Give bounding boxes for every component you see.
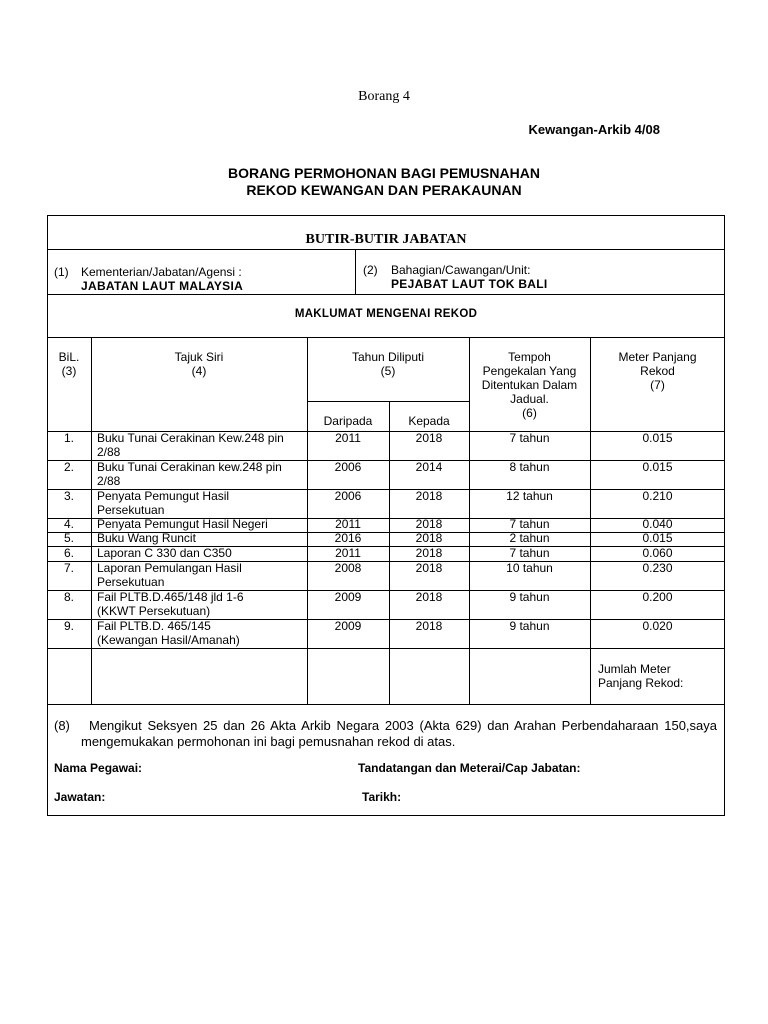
cell-tajuk: Buku Wang Runcit — [97, 531, 196, 545]
field-2-value: PEJABAT LAUT TOK BALI — [391, 277, 548, 291]
cell-meter: 0.020 — [642, 619, 673, 633]
cell-meter: 0.015 — [642, 460, 673, 474]
cell-bil: 3. — [63, 489, 74, 503]
divider — [307, 401, 469, 402]
cell-meter: 0.040 — [642, 517, 673, 531]
cell-tempoh: 2 tahun — [509, 531, 550, 545]
header-kepada: Kepada — [408, 414, 450, 428]
declaration-number: (8) — [54, 718, 70, 733]
header-tempoh-number: (6) — [522, 406, 537, 420]
table-column-line — [91, 337, 92, 704]
cell-kepada: 2018 — [415, 489, 443, 503]
cell-daripada: 2016 — [334, 531, 362, 545]
cell-daripada: 2011 — [335, 546, 361, 560]
header-tempoh-2: Pengekalan Yang — [482, 364, 577, 378]
cell-bil: 6. — [63, 546, 74, 560]
header-meter-number: (7) — [650, 378, 665, 392]
cell-meter: 0.015 — [642, 431, 673, 445]
cell-bil: 7. — [63, 561, 74, 575]
total-label-line-2: Panjang Rekod: — [598, 676, 684, 690]
cell-bil: 4. — [63, 517, 74, 531]
header-bil-number: (3) — [61, 364, 77, 378]
field-1-number: (1) — [54, 265, 69, 279]
cell-tajuk: Penyata Pemungut Hasil — [97, 489, 230, 503]
cell-daripada: 2006 — [334, 460, 362, 474]
cell-tajuk: Laporan C 330 dan C350 — [97, 546, 232, 560]
header-tempoh-4: Jadual. — [510, 392, 549, 406]
cell-tempoh: 8 tahun — [509, 460, 550, 474]
divider — [47, 294, 725, 295]
cell-meter: 0.210 — [642, 489, 673, 503]
cell-meter: 0.200 — [642, 590, 673, 604]
cell-tajuk: Laporan Pemulangan Hasil — [97, 561, 242, 575]
header-bil: BiL. — [58, 350, 80, 364]
cell-kepada: 2018 — [415, 517, 443, 531]
tarikh-label: Tarikh: — [362, 790, 402, 804]
cell-daripada: 2011 — [335, 517, 361, 531]
cell-bil: 9. — [63, 619, 74, 633]
cell-meter: 0.060 — [642, 546, 673, 560]
total-label-line-1: Jumlah Meter — [598, 662, 671, 676]
header-meter-1: Meter Panjang — [618, 350, 697, 364]
cell-tajuk: Penyata Pemungut Hasil Negeri — [97, 517, 268, 531]
reference-code: Kewangan-Arkib 4/08 — [528, 122, 660, 137]
field-1-value: JABATAN LAUT MALAYSIA — [81, 279, 244, 293]
header-tahun-number: (5) — [380, 364, 396, 378]
table-row-line — [47, 648, 725, 649]
header-daripada: Daripada — [323, 414, 373, 428]
divider — [355, 249, 356, 294]
cell-tempoh: 9 tahun — [509, 590, 550, 604]
cell-meter: 0.230 — [642, 561, 673, 575]
cell-daripada: 2006 — [334, 489, 362, 503]
cell-kepada: 2018 — [415, 531, 443, 545]
header-tempoh-3: Ditentukan Dalam — [481, 378, 578, 392]
header-tempoh-1: Tempoh — [508, 350, 551, 364]
cell-kepada: 2018 — [415, 561, 443, 575]
cell-tajuk-cont: (KKWT Persekutuan) — [97, 604, 211, 618]
tandatangan-label: Tandatangan dan Meterai/Cap Jabatan: — [358, 761, 581, 775]
header-meter-2: Rekod — [640, 364, 675, 378]
cell-meter: 0.015 — [642, 531, 673, 545]
cell-tajuk-cont: (Kewangan Hasil/Amanah) — [97, 633, 240, 647]
cell-tempoh: 7 tahun — [509, 517, 550, 531]
cell-tajuk: Fail PLTB.D.465/148 jld 1-6 — [97, 590, 244, 604]
cell-tajuk: Buku Tunai Cerakinan kew.248 pin — [97, 460, 282, 474]
jawatan-label: Jawatan: — [54, 790, 106, 804]
cell-daripada: 2011 — [335, 431, 361, 445]
cell-tempoh: 7 tahun — [509, 546, 550, 560]
form-title-line-2: REKOD KEWANGAN DAN PERAKAUNAN — [246, 182, 522, 198]
header-tajuk: Tajuk Siri — [174, 350, 224, 364]
cell-daripada: 2009 — [334, 619, 362, 633]
cell-kepada: 2014 — [415, 460, 443, 474]
declaration-line-2: mengemukakan permohonan ini bagi pemusnahan rekod di atas. — [81, 734, 456, 749]
cell-bil: 1. — [63, 431, 74, 445]
declaration-line-1: Mengikut Seksyen 25 dan 26 Akta Arkib Negara 2003 (Akta 629) dan Arahan Perbendaharaan 150,saya — [89, 718, 717, 733]
cell-tajuk-cont: 2/88 — [97, 474, 121, 488]
divider — [47, 337, 725, 338]
cell-bil: 5. — [63, 531, 74, 545]
cell-tempoh: 9 tahun — [509, 619, 550, 633]
cell-bil: 8. — [63, 590, 74, 604]
cell-daripada: 2008 — [334, 561, 362, 575]
cell-kepada: 2018 — [415, 590, 443, 604]
divider — [47, 249, 725, 250]
cell-tempoh: 10 tahun — [506, 561, 553, 575]
cell-tajuk-cont: Persekutuan — [97, 575, 165, 589]
cell-tempoh: 12 tahun — [506, 489, 553, 503]
header-tajuk-number: (4) — [191, 364, 207, 378]
field-2-number: (2) — [363, 263, 378, 277]
cell-daripada: 2009 — [334, 590, 362, 604]
divider — [47, 704, 725, 705]
cell-kepada: 2018 — [415, 619, 443, 633]
nama-pegawai-label: Nama Pegawai: — [54, 761, 143, 775]
cell-kepada: 2018 — [415, 546, 443, 560]
cell-tajuk-cont: 2/88 — [97, 445, 121, 459]
cell-kepada: 2018 — [415, 431, 443, 445]
form-number: Borang 4 — [358, 89, 410, 104]
cell-tajuk-cont: Persekutuan — [97, 503, 165, 517]
cell-tajuk: Fail PLTB.D. 465/145 — [97, 619, 211, 633]
field-2-label: Bahagian/Cawangan/Unit: — [391, 263, 531, 277]
section-title-butir-jabatan: BUTIR-BUTIR JABATAN — [305, 232, 467, 247]
field-1-label: Kementerian/Jabatan/Agensi : — [81, 265, 242, 279]
cell-bil: 2. — [63, 460, 74, 474]
form-title-line-1: BORANG PERMOHONAN BAGI PEMUSNAHAN — [228, 165, 540, 181]
cell-tajuk: Buku Tunai Cerakinan Kew.248 pin — [97, 431, 284, 445]
cell-tempoh: 7 tahun — [509, 431, 550, 445]
section-title-maklumat-rekod: MAKLUMAT MENGENAI REKOD — [294, 308, 478, 320]
header-tahun: Tahun Diliputi — [351, 350, 425, 364]
